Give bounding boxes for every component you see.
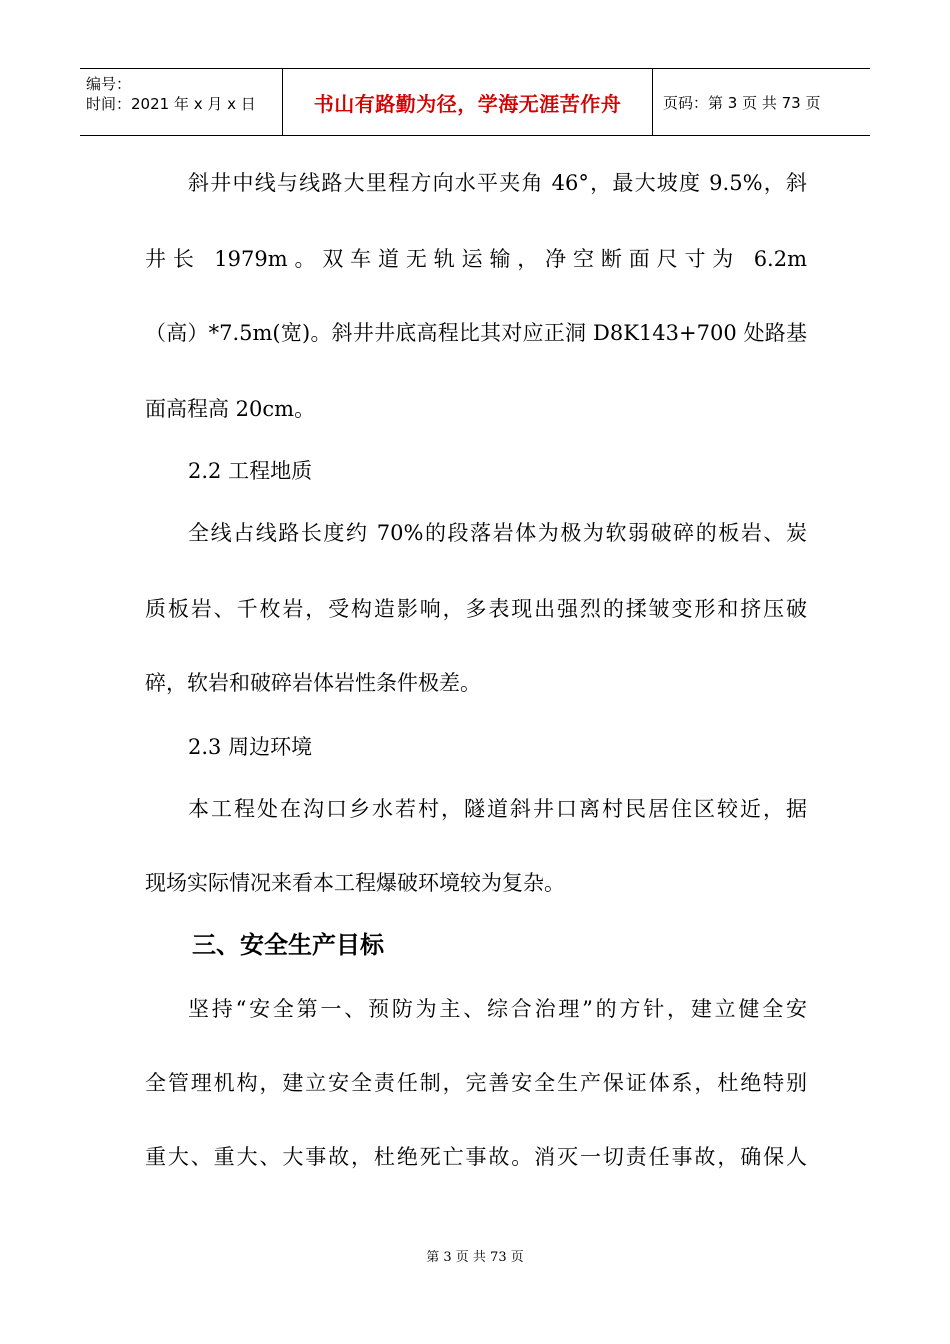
document-header (80, 68, 870, 136)
paragraph-line: 现场实际情况来看本工程爆破环境较为复杂。 (145, 871, 565, 895)
header-page-cell (653, 69, 870, 135)
paragraph-line: 斜井中线与线路大里程方向水平夹角 46°，最大坡度 9.5%，斜 (188, 171, 807, 195)
header-motto-cell (283, 69, 653, 135)
document-date-label: 时间：2021 年 x 月 x 日 (86, 95, 256, 113)
paragraph-line: 重大、重大、大事故，杜绝死亡事故。消灭一切责任事故，确保人 (145, 1145, 807, 1169)
header-left-cell (80, 69, 283, 135)
paragraph-line: 坚持“安全第一、预防为主、综合治理”的方针，建立健全安 (188, 997, 807, 1021)
section-heading: 三、安全生产目标 (192, 931, 384, 959)
paragraph-line: 井长 1979m。双车道无轨运输，净空断面尺寸为 6.2m (145, 247, 807, 271)
page-footer: 第 3 页 共 73 页 (426, 1250, 524, 1265)
paragraph-line: 全管理机构，建立安全责任制，完善安全生产保证体系，杜绝特别 (145, 1071, 807, 1095)
document-number-label: 编号： (86, 75, 132, 93)
header-motto: 书山有路勤为径，学海无涯苦作舟 (313, 91, 622, 116)
paragraph-line: 全线占线路长度约 70%的段落岩体为极为软弱破碎的板岩、炭 (188, 521, 807, 545)
subsection-heading: 2.2 工程地质 (188, 459, 313, 483)
subsection-heading: 2.3 周边环境 (188, 735, 313, 759)
paragraph-line: 质板岩、千枚岩，受构造影响，多表现出强烈的揉皱变形和挤压破 (145, 597, 807, 621)
paragraph-line: 面高程高 20cm。 (145, 397, 316, 421)
paragraph-line: 碎，软岩和破碎岩体岩性条件极差。 (145, 671, 481, 695)
header-page-info: 页码：第 3 页 共 73 页 (663, 93, 821, 112)
paragraph-line: 本工程处在沟口乡水若村，隧道斜井口离村民居住区较近，据 (188, 797, 807, 821)
paragraph-line: （高）*7.5m(宽)。斜井井底高程比其对应正洞 D8K143+700 处路基 (145, 321, 807, 345)
